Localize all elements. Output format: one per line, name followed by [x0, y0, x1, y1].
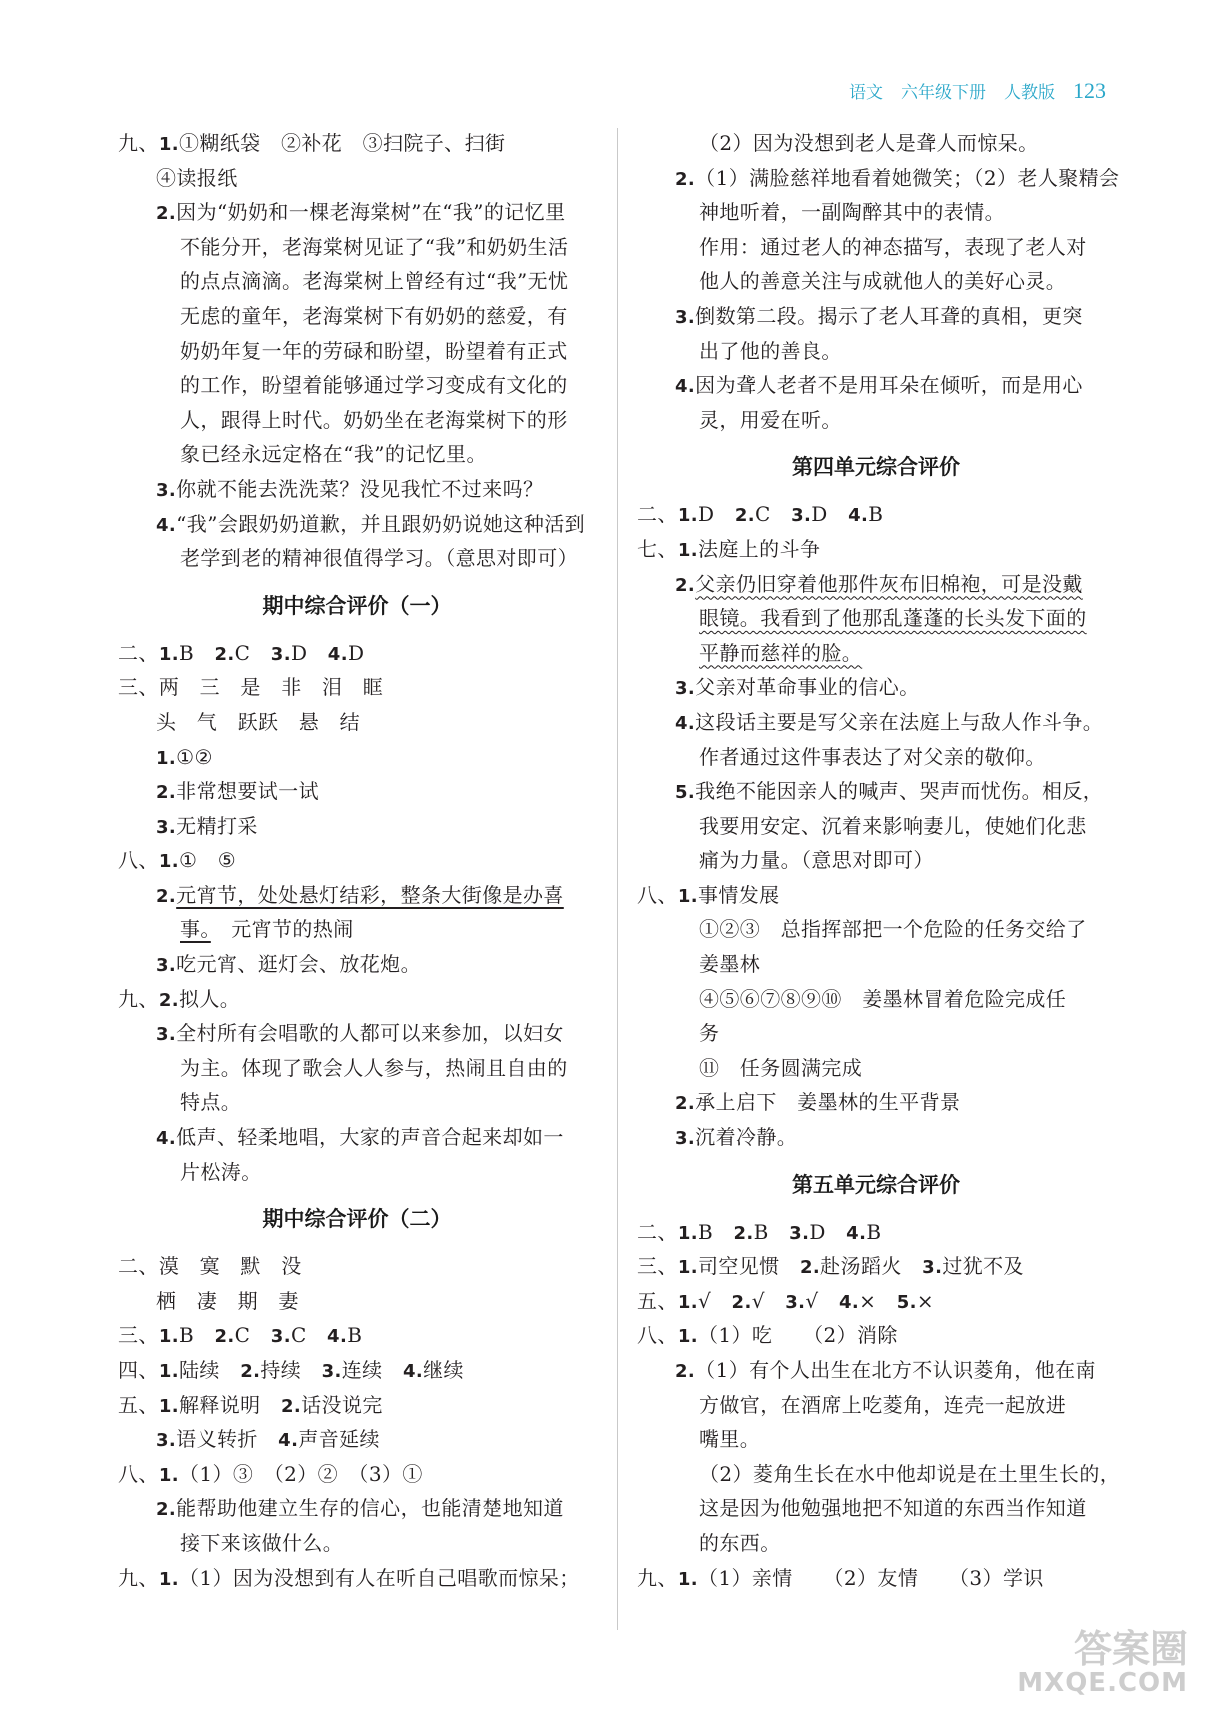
item-number: 1. [158, 1464, 179, 1486]
answer-text: 方做官，在酒席上吃菱角，连壳一起放进 [699, 1392, 1067, 1417]
answer-text: 倒数第二段。揭示了老人耳聋的真相，更突 [695, 303, 1083, 328]
answer-text: D [347, 640, 365, 665]
answer-text: （1）有个人出生在北方不认识菱角，他在南 [695, 1358, 1096, 1382]
item-number: 4. [848, 505, 869, 527]
item-number: 3. [785, 1291, 806, 1313]
answer-line [118, 1491, 596, 1526]
answer-text: ⑪ 任务圆满完成 [699, 1055, 863, 1080]
answer-text: C [290, 1323, 328, 1348]
answer-line [637, 774, 1115, 809]
answer-line [637, 264, 1115, 299]
answer-text: 因为“奶奶和一棵老海棠树”在“我”的记忆里 [176, 200, 566, 225]
answer-text: 语义转折 [176, 1427, 279, 1452]
answer-text: 为主。体现了歌会人人参与，热闹且自由的 [180, 1055, 568, 1080]
answer-line [118, 982, 596, 1017]
answer-line [118, 843, 596, 878]
question-section-marker: 七、 [637, 536, 678, 561]
item-number: 1. [158, 1568, 179, 1590]
answer-line [118, 299, 596, 334]
answer-line [637, 299, 1115, 334]
answer-text: 陆续 [178, 1358, 241, 1382]
answer-text: 非常想要试一试 [176, 779, 319, 804]
item-number: 2. [675, 1361, 696, 1382]
answer-line [118, 636, 596, 671]
answer-text: B [697, 1219, 734, 1244]
question-section-marker: 五、 [118, 1392, 159, 1417]
answer-line [118, 809, 596, 844]
watermark-text: 答案圈 [1073, 1626, 1188, 1671]
answer-text: √ [751, 1288, 786, 1313]
item-number: 4. [838, 1291, 860, 1313]
item-number: 3. [156, 1024, 177, 1046]
answer-line [118, 334, 596, 369]
answer-line [637, 1457, 1121, 1492]
answer-text: 过犹不及 [942, 1254, 1024, 1279]
answer-line [637, 334, 1115, 369]
item-number: 4. [846, 1222, 867, 1244]
item-number: 2. [158, 989, 179, 1011]
answer-line [637, 947, 1115, 982]
question-section-marker: 三、 [637, 1254, 678, 1279]
answer-line [118, 368, 596, 403]
answer-text: D [809, 1219, 847, 1244]
answer-text: B [178, 640, 215, 665]
answer-text: （1）吃 （2）消除 [697, 1323, 898, 1348]
item-number: 3. [270, 643, 291, 665]
question-section-marker: 九、 [118, 986, 159, 1011]
item-number: 3. [156, 816, 177, 838]
answer-text: 务 [699, 1021, 720, 1046]
answer-text: 嘴里。 [699, 1427, 761, 1452]
header-subject: 语文 [849, 83, 883, 103]
item-number: 2. [675, 168, 696, 190]
answer-line [118, 705, 596, 740]
answer-text: （1）③ （2）② （3）① [178, 1461, 423, 1486]
answer-text: 姜墨林 [699, 952, 761, 977]
answer-line [118, 1422, 596, 1457]
answer-line [637, 601, 1115, 636]
answer-text: （1）亲情 （2）友情 （3）学识 [697, 1565, 1044, 1590]
answer-line [637, 1491, 1115, 1526]
item-number: 3. [156, 955, 177, 977]
section-title: 第五单元综合评价 [792, 1172, 960, 1197]
answer-line [637, 497, 1115, 532]
item-number: 2. [799, 1257, 821, 1279]
item-number: 3. [791, 505, 812, 527]
right-column [637, 126, 1121, 1595]
answer-line [637, 1085, 1115, 1120]
item-number: 3. [156, 1430, 177, 1452]
question-section-marker: 九、 [637, 1565, 678, 1590]
item-number: 1. [677, 505, 698, 527]
answer-line [118, 1051, 596, 1086]
item-number: 1. [677, 1326, 698, 1348]
item-number: 1. [158, 643, 179, 665]
answer-text: 这是因为他勉强地把不知道的东西当作知道 [699, 1496, 1087, 1521]
answer-line [637, 1016, 1115, 1051]
answer-line [118, 437, 596, 472]
section-title: 第四单元综合评价 [792, 455, 960, 480]
answer-line [118, 1457, 596, 1492]
item-number: 4. [156, 514, 177, 536]
answer-text: 低声、轻柔地唱，大家的声音合起来却如一 [176, 1125, 564, 1150]
answer-line [637, 368, 1115, 403]
answer-line [118, 403, 596, 438]
answer-text: 全村所有会唱歌的人都可以来参加，以妇女 [176, 1021, 564, 1046]
answer-text: ① ⑤ [178, 848, 237, 873]
answer-text: 象已经永远定格在“我”的记忆里。 [180, 442, 487, 467]
item-number: 3. [156, 479, 177, 501]
answer-text: 司空见惯 [697, 1254, 800, 1279]
page-number: 123 [1073, 78, 1106, 103]
answer-line [637, 1318, 1115, 1353]
answer-line [637, 1120, 1115, 1155]
answer-text: 沉着冷静。 [695, 1125, 798, 1150]
question-section-marker: 九、 [118, 1565, 159, 1590]
answer-text: 人，跟得上时代。奶奶坐在老海棠树下的形 [180, 407, 568, 432]
answer-text: ①糊纸袋 ②补花 ③扫院子、扫街 [178, 131, 506, 155]
answer-text: 父亲对革命事业的信心。 [695, 675, 920, 700]
answer-line [118, 1561, 596, 1596]
answer-line [637, 532, 1115, 567]
answer-line [637, 843, 1115, 878]
item-number: 1. [677, 1568, 698, 1590]
answer-text: 漠 寞 默 没 [158, 1254, 302, 1279]
question-section-marker: 八、 [118, 848, 159, 873]
answer-text: 继续 [423, 1358, 464, 1382]
answer-text: C [755, 502, 792, 527]
item-number: 4. [327, 1326, 348, 1348]
answer-line [118, 1318, 596, 1353]
answer-text: 吃元宵、逛灯会、放花炮。 [176, 952, 421, 977]
answer-line [118, 1016, 596, 1051]
watermark-url: MXQE.COM [1017, 1667, 1188, 1698]
item-number: 2. [214, 1326, 235, 1348]
item-number: 1. [158, 134, 179, 155]
answer-text: 片松涛。 [180, 1159, 262, 1184]
answer-line [637, 982, 1115, 1017]
answer-line [637, 705, 1115, 740]
answer-text: B [178, 1323, 215, 1348]
section-title: 期中综合评价（一） [262, 593, 452, 618]
answer-text: 他人的善意关注与成就他人的美好心灵。 [699, 269, 1067, 294]
answer-line [118, 126, 596, 161]
item-number: 5. [896, 1291, 917, 1313]
answer-text: 作用：通过老人的神态描写，表现了老人对 [699, 234, 1087, 259]
answer-line [118, 1526, 596, 1561]
wavy-underlined-text: 眼镜。我看到了他那乱蓬蓬的长头发下面的 [699, 606, 1087, 631]
answer-text: 特点。 [180, 1090, 242, 1115]
answer-text: 声音延续 [298, 1427, 380, 1452]
answer-text: 神地听着，一副陶醉其中的表情。 [699, 200, 1005, 225]
watermark-logo [1017, 1626, 1188, 1698]
question-section-marker: 二、 [637, 502, 678, 527]
answer-line [118, 541, 596, 576]
answer-line [118, 670, 596, 705]
answer-text: B [753, 1219, 790, 1244]
left-column [118, 126, 596, 1595]
answer-line [637, 1353, 1115, 1388]
answer-line [118, 1085, 596, 1120]
question-section-marker: 二、 [118, 640, 159, 665]
answer-text: 无虑的童年，老海棠树下有奶奶的慈爱，有 [180, 303, 568, 328]
answer-text: 不能分开，老海棠树见证了“我”和奶奶生活 [180, 234, 569, 259]
column-divider [617, 128, 618, 1630]
answer-line [118, 230, 596, 265]
answer-text: ①② [176, 744, 213, 769]
answer-text: （2）菱角生长在水中他却说是在土里生长的， [699, 1461, 1121, 1486]
page-header [849, 78, 1106, 104]
item-number: 3. [675, 1128, 696, 1150]
item-number: 2. [156, 885, 177, 907]
answer-text: B [868, 502, 884, 527]
item-number: 4. [327, 643, 348, 665]
answer-line [637, 809, 1115, 844]
question-section-marker: 三、 [118, 1323, 159, 1348]
answer-line [118, 507, 596, 542]
answer-line [637, 1249, 1115, 1284]
answer-line [637, 161, 1120, 196]
answer-text: 痛为力量。（意思对即可） [699, 848, 934, 873]
answer-text: 因为聋人老者不是用耳朵在倾听，而是用心 [695, 373, 1083, 398]
item-number: 2. [675, 574, 696, 596]
question-section-marker: 三、 [118, 675, 159, 700]
wavy-underlined-text: 父亲仍旧穿着他那件灰布旧棉袍，可是没戴 [695, 571, 1083, 596]
question-section-marker: 四、 [118, 1358, 159, 1382]
question-section-marker: 五、 [637, 1288, 678, 1313]
answer-line [637, 1284, 1115, 1319]
answer-text: 事情发展 [697, 882, 780, 907]
answer-line [637, 195, 1115, 230]
item-number: 2. [734, 505, 755, 527]
answer-line [637, 567, 1115, 602]
answer-line [118, 161, 596, 196]
answer-text: 连续 [341, 1358, 403, 1382]
item-number: 1. [677, 1257, 698, 1279]
item-number: 1. [156, 747, 177, 769]
question-section-marker: 八、 [118, 1461, 159, 1486]
answer-text: 拟人。 [178, 986, 241, 1011]
answer-text: B [347, 1323, 363, 1348]
answer-line [118, 1155, 596, 1190]
item-number: 4. [675, 712, 696, 734]
answer-text: C [234, 1323, 271, 1348]
answer-text: 接下来该做什么。 [180, 1530, 344, 1555]
section-title: 期中综合评价（二） [262, 1207, 452, 1232]
answer-line [118, 1249, 596, 1284]
answer-text: 我绝不能因亲人的喊声、哭声而忧伤。相反， [695, 779, 1104, 804]
answer-text: 出了他的善良。 [699, 338, 842, 363]
item-number: 1. [677, 885, 698, 907]
answer-line [118, 195, 596, 230]
item-number: 2. [156, 782, 177, 804]
item-number: 1. [677, 1291, 698, 1313]
answer-text: B [866, 1219, 882, 1244]
answer-line [118, 472, 596, 507]
answer-text: 的东西。 [699, 1530, 781, 1555]
wavy-underlined-text: 平静而慈祥的脸。 [699, 640, 863, 665]
answer-text: 的工作，盼望着能够通过学习变成有文化的 [180, 373, 568, 398]
answer-text: （1）因为没想到有人在听自己唱歌而惊呆； [178, 1565, 580, 1590]
answer-text: D [697, 502, 735, 527]
answer-line [637, 1526, 1115, 1561]
answer-text: ④读报纸 [156, 165, 238, 190]
answer-line [637, 126, 1115, 161]
item-number: 2. [280, 1395, 302, 1417]
header-grade: 六年级下册 [901, 83, 986, 103]
answer-line [637, 403, 1115, 438]
answer-text: D [290, 640, 328, 665]
answer-text: 两 三 是 非 泪 眶 [158, 675, 384, 700]
item-number: 4. [156, 1128, 177, 1150]
answer-line [118, 774, 596, 809]
answer-text: 话没说完 [301, 1392, 383, 1417]
answer-text: 你就不能去洗洗菜？没见我忙不过来吗？ [176, 476, 544, 501]
answer-text: × [859, 1288, 897, 1313]
answer-line [118, 264, 596, 299]
answer-line [118, 1353, 596, 1388]
item-number: 3. [675, 306, 696, 328]
answer-text: 作者通过这件事表达了对父亲的敬仰。 [699, 744, 1046, 769]
item-number: 2. [156, 1499, 177, 1521]
item-number: 3. [321, 1361, 342, 1382]
answer-line [637, 636, 1115, 671]
answer-line [118, 1388, 596, 1423]
answer-line [637, 1388, 1115, 1423]
item-number: 2. [214, 643, 235, 665]
answer-text: 赴汤蹈火 [820, 1254, 923, 1279]
answer-text: 灵，用爱在听。 [699, 407, 842, 432]
answer-line [637, 740, 1115, 775]
answer-text: “我”会跟奶奶道歉，并且跟奶奶说她这种活到 [176, 511, 586, 536]
item-number: 4. [675, 376, 696, 398]
item-number: 1. [158, 1395, 179, 1417]
answer-text: （1）满脸慈祥地看着她微笑；（2）老人聚精会 [695, 165, 1120, 190]
answer-text: √ [697, 1288, 732, 1313]
question-section-marker: 八、 [637, 1323, 678, 1348]
answer-line [118, 1120, 596, 1155]
answer-line [118, 912, 596, 947]
answer-text: 法庭上的斗争 [697, 536, 821, 561]
answer-text: 无精打采 [176, 813, 258, 838]
answer-text: 我要用安定、沉着来影响妻儿，使她们化悲 [699, 813, 1087, 838]
answer-text: ①②③ 总指挥部把一个危险的任务交给了 [699, 917, 1087, 942]
answer-text: 奶奶年复一年的劳碌和盼望，盼望着有正式 [180, 338, 568, 363]
answer-line [637, 878, 1115, 913]
answer-line [118, 878, 596, 913]
answer-text: 持续 [260, 1358, 322, 1382]
item-number: 5. [675, 782, 696, 804]
item-number: 1. [677, 1222, 698, 1244]
answer-text: 栖 凄 期 妻 [156, 1288, 299, 1313]
item-number: 2. [733, 1222, 754, 1244]
answer-text: 这段话主要是写父亲在法庭上与敌人作斗争。 [695, 709, 1104, 734]
answer-text: D [811, 502, 849, 527]
question-section-marker: 九、 [118, 131, 159, 155]
answer-text: √ [805, 1288, 839, 1313]
answer-line [637, 230, 1115, 265]
item-number: 2. [240, 1361, 261, 1382]
item-number: 1. [158, 1326, 179, 1348]
answer-text: 头 气 跃跃 悬 结 [156, 709, 360, 734]
item-number: 2. [675, 1093, 696, 1115]
answer-text: ④⑤⑥⑦⑧⑨⑩ 姜墨林冒着危险完成任 [699, 986, 1067, 1011]
item-number: 2. [156, 203, 177, 225]
item-number: 3. [675, 678, 696, 700]
answer-text: 的点点滴滴。老海棠树上曾经有过“我”无忧 [180, 269, 569, 294]
item-number: 4. [402, 1361, 424, 1382]
item-number: 3. [789, 1222, 810, 1244]
answer-text: 承上启下 姜墨林的生平背景 [695, 1090, 961, 1115]
answer-line [637, 1422, 1115, 1457]
answer-line [118, 1284, 596, 1319]
item-number: 3. [270, 1326, 291, 1348]
item-number: 2. [731, 1291, 752, 1313]
header-edition: 人教版 [1004, 83, 1055, 103]
underlined-text: 元宵节，处处悬灯结彩，整条大街像是办喜 [176, 882, 564, 907]
item-number: 3. [922, 1257, 943, 1279]
answer-text: C [234, 640, 271, 665]
answer-text: 老学到老的精神很值得学习。（意思对即可） [180, 546, 578, 571]
answer-line [637, 1215, 1115, 1250]
underlined-text: 事。 [180, 917, 211, 942]
answer-text: 能帮助他建立生存的信心，也能清楚地知道 [176, 1496, 564, 1521]
answer-line [637, 670, 1115, 705]
answer-text: × [916, 1288, 935, 1313]
answer-line [637, 1051, 1115, 1086]
answer-text: 元宵节的热闹 [210, 917, 354, 942]
answer-line [637, 912, 1115, 947]
answer-line [118, 740, 596, 775]
answer-line [637, 1561, 1115, 1596]
item-number: 1. [158, 1361, 179, 1382]
item-number: 4. [278, 1430, 299, 1452]
question-section-marker: 二、 [637, 1219, 678, 1244]
answer-text: 解释说明 [178, 1392, 281, 1417]
question-section-marker: 八、 [637, 882, 678, 907]
answer-line [118, 947, 596, 982]
question-section-marker: 二、 [118, 1254, 159, 1279]
item-number: 1. [158, 851, 179, 873]
answer-text: （2）因为没想到老人是聋人而惊呆。 [699, 131, 1039, 155]
item-number: 1. [677, 539, 698, 561]
